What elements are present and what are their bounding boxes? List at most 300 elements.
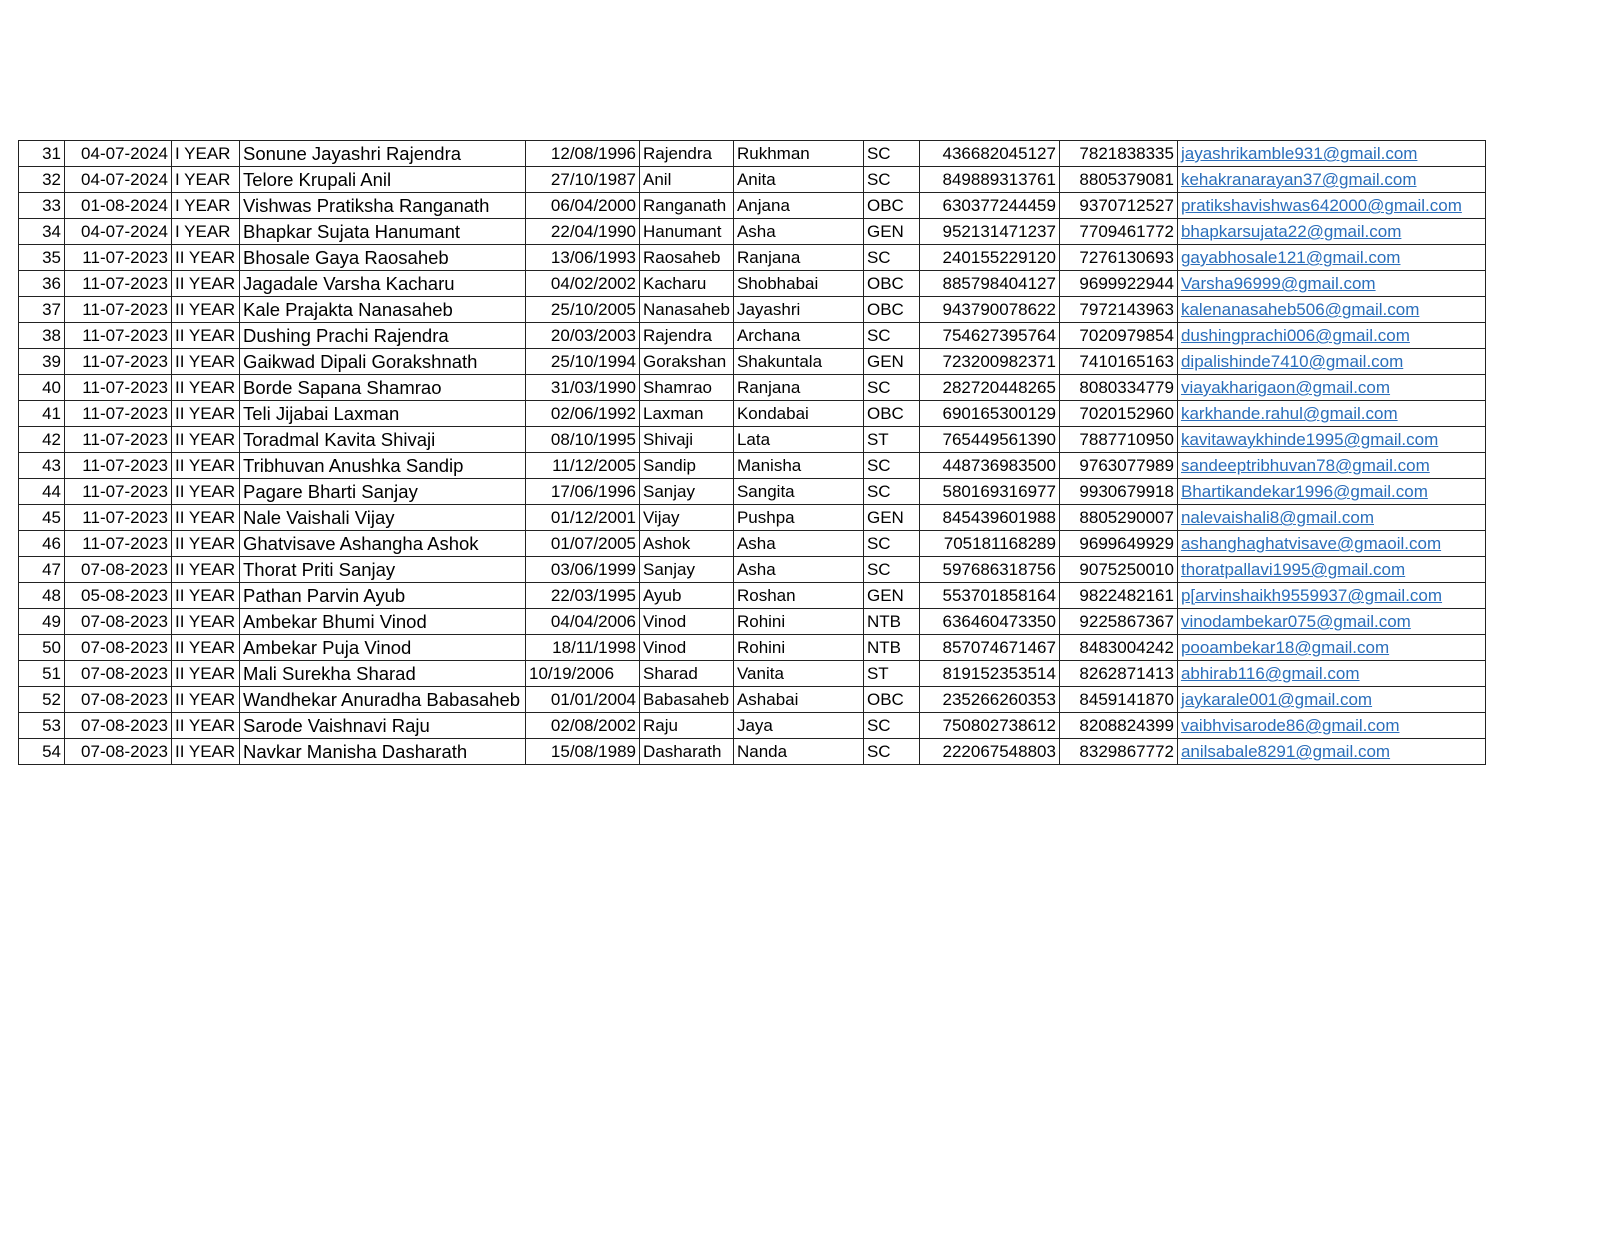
email-cell	[1177, 479, 1485, 505]
table-row	[19, 661, 1486, 687]
mother-name-cell: Ranjana	[733, 245, 863, 271]
student-name-cell: Wandhekar Anuradha Babasaheb	[240, 687, 526, 713]
date-of-birth-cell: 20/03/2003	[526, 323, 640, 349]
mobile-number-cell: 8805379081	[1059, 167, 1177, 193]
admission-date-cell: 07-08-2023	[65, 739, 172, 765]
mother-name-cell: Pushpa	[733, 505, 863, 531]
aadhar-number-cell: 754627395764	[919, 323, 1059, 349]
date-of-birth-cell: 22/04/1990	[526, 219, 640, 245]
table-row	[19, 453, 1486, 479]
mother-name-cell: Anita	[733, 167, 863, 193]
email-link[interactable]: nalevaishali8@gmail.com	[1180, 508, 1374, 527]
mother-name-cell: Ranjana	[733, 375, 863, 401]
aadhar-number-cell: 630377244459	[919, 193, 1059, 219]
table-row	[19, 505, 1486, 531]
serial-number-cell: 40	[19, 375, 65, 401]
email-link[interactable]: ashanghaghatvisave@gmaoil.com	[1180, 534, 1442, 553]
email-link[interactable]: gayabhosale121@gmail.com	[1180, 248, 1401, 267]
table-row	[19, 323, 1486, 349]
email-link[interactable]: pratikshavishwas642000@gmail.com	[1180, 196, 1462, 215]
father-name-cell: Sanjay	[640, 557, 734, 583]
admission-date-cell: 11-07-2023	[65, 401, 172, 427]
serial-number-cell: 51	[19, 661, 65, 687]
year-cell: I YEAR	[172, 141, 240, 167]
email-link[interactable]: kavitawaykhinde1995@gmail.com	[1180, 430, 1439, 449]
father-name-cell: Nanasaheb	[640, 297, 734, 323]
father-name-cell: Ranganath	[640, 193, 734, 219]
category-cell: OBC	[863, 687, 919, 713]
father-name-cell: Sandip	[640, 453, 734, 479]
admission-date-cell: 05-08-2023	[65, 583, 172, 609]
father-name-cell: Shamrao	[640, 375, 734, 401]
category-cell: ST	[863, 427, 919, 453]
email-link[interactable]: jayashrikamble931@gmail.com	[1180, 144, 1418, 163]
email-cell	[1177, 635, 1485, 661]
table-row	[19, 427, 1486, 453]
category-cell: NTB	[863, 609, 919, 635]
serial-number-cell: 44	[19, 479, 65, 505]
mother-name-cell: Asha	[733, 219, 863, 245]
category-cell: GEN	[863, 583, 919, 609]
mother-name-cell: Nanda	[733, 739, 863, 765]
mobile-number-cell: 7972143963	[1059, 297, 1177, 323]
date-of-birth-cell: 27/10/1987	[526, 167, 640, 193]
mobile-number-cell: 8459141870	[1059, 687, 1177, 713]
category-cell: GEN	[863, 219, 919, 245]
serial-number-cell: 49	[19, 609, 65, 635]
mother-name-cell: Shobhabai	[733, 271, 863, 297]
admission-date-cell: 11-07-2023	[65, 271, 172, 297]
mother-name-cell: Rohini	[733, 609, 863, 635]
aadhar-number-cell: 723200982371	[919, 349, 1059, 375]
father-name-cell: Vinod	[640, 635, 734, 661]
mother-name-cell: Rukhman	[733, 141, 863, 167]
serial-number-cell: 31	[19, 141, 65, 167]
mother-name-cell: Lata	[733, 427, 863, 453]
aadhar-number-cell: 222067548803	[919, 739, 1059, 765]
father-name-cell: Dasharath	[640, 739, 734, 765]
category-cell: SC	[863, 739, 919, 765]
email-cell	[1177, 167, 1485, 193]
serial-number-cell: 45	[19, 505, 65, 531]
year-cell: II YEAR	[172, 271, 240, 297]
serial-number-cell: 33	[19, 193, 65, 219]
category-cell: SC	[863, 557, 919, 583]
table-row	[19, 193, 1486, 219]
email-link[interactable]: vinodambekar075@gmail.com	[1180, 612, 1411, 631]
table-row	[19, 557, 1486, 583]
student-name-cell: Thorat Priti Sanjay	[240, 557, 526, 583]
category-cell: SC	[863, 167, 919, 193]
father-name-cell: Babasaheb	[640, 687, 734, 713]
mother-name-cell: Asha	[733, 557, 863, 583]
mobile-number-cell: 8080334779	[1059, 375, 1177, 401]
date-of-birth-cell: 22/03/1995	[526, 583, 640, 609]
mobile-number-cell: 7020152960	[1059, 401, 1177, 427]
table-row	[19, 635, 1486, 661]
father-name-cell: Sanjay	[640, 479, 734, 505]
year-cell: II YEAR	[172, 427, 240, 453]
year-cell: II YEAR	[172, 401, 240, 427]
email-cell	[1177, 505, 1485, 531]
serial-number-cell: 48	[19, 583, 65, 609]
student-name-cell: Teli Jijabai Laxman	[240, 401, 526, 427]
date-of-birth-cell: 25/10/2005	[526, 297, 640, 323]
student-name-cell: Tribhuvan Anushka Sandip	[240, 453, 526, 479]
serial-number-cell: 53	[19, 713, 65, 739]
email-link[interactable]: abhirab116@gmail.com	[1180, 664, 1360, 683]
category-cell: OBC	[863, 401, 919, 427]
email-cell	[1177, 401, 1485, 427]
table-body	[19, 141, 1486, 765]
category-cell: SC	[863, 713, 919, 739]
aadhar-number-cell: 636460473350	[919, 609, 1059, 635]
year-cell: I YEAR	[172, 219, 240, 245]
aadhar-number-cell: 750802738612	[919, 713, 1059, 739]
mobile-number-cell: 8483004242	[1059, 635, 1177, 661]
mobile-number-cell: 8262871413	[1059, 661, 1177, 687]
student-name-cell: Ambekar Bhumi Vinod	[240, 609, 526, 635]
year-cell: II YEAR	[172, 583, 240, 609]
student-name-cell: Bhapkar Sujata Hanumant	[240, 219, 526, 245]
serial-number-cell: 34	[19, 219, 65, 245]
aadhar-number-cell: 952131471237	[919, 219, 1059, 245]
table-row	[19, 713, 1486, 739]
year-cell: II YEAR	[172, 635, 240, 661]
mother-name-cell: Ashabai	[733, 687, 863, 713]
mobile-number-cell: 7410165163	[1059, 349, 1177, 375]
table-row	[19, 167, 1486, 193]
aadhar-number-cell: 943790078622	[919, 297, 1059, 323]
email-link[interactable]: thoratpallavi1995@gmail.com	[1180, 560, 1406, 579]
admission-date-cell: 04-07-2024	[65, 167, 172, 193]
student-name-cell: Sarode Vaishnavi Raju	[240, 713, 526, 739]
admission-date-cell: 11-07-2023	[65, 323, 172, 349]
date-of-birth-cell: 31/03/1990	[526, 375, 640, 401]
student-name-cell: Pagare Bharti Sanjay	[240, 479, 526, 505]
year-cell: II YEAR	[172, 661, 240, 687]
email-link[interactable]: kehakranarayan37@gmail.com	[1180, 170, 1417, 189]
year-cell: II YEAR	[172, 687, 240, 713]
date-of-birth-cell: 17/06/1996	[526, 479, 640, 505]
student-name-cell: Toradmal Kavita Shivaji	[240, 427, 526, 453]
category-cell: GEN	[863, 349, 919, 375]
email-cell	[1177, 531, 1485, 557]
student-name-cell: Vishwas Pratiksha Ranganath	[240, 193, 526, 219]
year-cell: II YEAR	[172, 739, 240, 765]
aadhar-number-cell: 553701858164	[919, 583, 1059, 609]
admission-date-cell: 11-07-2023	[65, 479, 172, 505]
father-name-cell: Rajendra	[640, 141, 734, 167]
student-name-cell: Nale Vaishali Vijay	[240, 505, 526, 531]
date-of-birth-cell: 13/06/1993	[526, 245, 640, 271]
email-cell	[1177, 609, 1485, 635]
mother-name-cell: Shakuntala	[733, 349, 863, 375]
email-link[interactable]: sandeeptribhuvan78@gmail.com	[1180, 456, 1430, 475]
mother-name-cell: Asha	[733, 531, 863, 557]
serial-number-cell: 46	[19, 531, 65, 557]
table-row	[19, 219, 1486, 245]
email-cell	[1177, 349, 1485, 375]
date-of-birth-cell: 08/10/1995	[526, 427, 640, 453]
father-name-cell: Rajendra	[640, 323, 734, 349]
admission-date-cell: 11-07-2023	[65, 453, 172, 479]
year-cell: II YEAR	[172, 609, 240, 635]
year-cell: II YEAR	[172, 297, 240, 323]
table-row	[19, 141, 1486, 167]
father-name-cell: Hanumant	[640, 219, 734, 245]
email-link[interactable]: vaibhvisarode86@gmail.com	[1180, 716, 1400, 735]
serial-number-cell: 37	[19, 297, 65, 323]
admission-date-cell: 01-08-2024	[65, 193, 172, 219]
admission-date-cell: 07-08-2023	[65, 557, 172, 583]
mother-name-cell: Jaya	[733, 713, 863, 739]
email-link[interactable]: viayakharigaon@gmail.com	[1180, 378, 1391, 397]
email-link[interactable]: dushingprachi006@gmail.com	[1180, 326, 1410, 345]
admission-date-cell: 11-07-2023	[65, 245, 172, 271]
father-name-cell: Laxman	[640, 401, 734, 427]
date-of-birth-cell: 12/08/1996	[526, 141, 640, 167]
mobile-number-cell: 8329867772	[1059, 739, 1177, 765]
email-link[interactable]: kalenanasaheb506@gmail.com	[1180, 300, 1420, 319]
admission-date-cell: 04-07-2024	[65, 141, 172, 167]
year-cell: II YEAR	[172, 453, 240, 479]
aadhar-number-cell: 885798404127	[919, 271, 1059, 297]
email-cell	[1177, 245, 1485, 271]
email-cell	[1177, 713, 1485, 739]
table-row	[19, 479, 1486, 505]
email-cell	[1177, 141, 1485, 167]
student-name-cell: Ghatvisave Ashangha Ashok	[240, 531, 526, 557]
date-of-birth-cell: 03/06/1999	[526, 557, 640, 583]
father-name-cell: Sharad	[640, 661, 734, 687]
student-name-cell: Borde Sapana Shamrao	[240, 375, 526, 401]
aadhar-number-cell: 690165300129	[919, 401, 1059, 427]
table-row	[19, 375, 1486, 401]
table-row	[19, 531, 1486, 557]
student-name-cell: Dushing Prachi Rajendra	[240, 323, 526, 349]
admission-date-cell: 11-07-2023	[65, 427, 172, 453]
father-name-cell: Shivaji	[640, 427, 734, 453]
serial-number-cell: 38	[19, 323, 65, 349]
mobile-number-cell: 9225867367	[1059, 609, 1177, 635]
student-name-cell: Gaikwad Dipali Gorakshnath	[240, 349, 526, 375]
mobile-number-cell: 7821838335	[1059, 141, 1177, 167]
email-link[interactable]: Bhartikandekar1996@gmail.com	[1180, 482, 1428, 501]
father-name-cell: Raju	[640, 713, 734, 739]
mobile-number-cell: 7276130693	[1059, 245, 1177, 271]
aadhar-number-cell: 857074671467	[919, 635, 1059, 661]
aadhar-number-cell: 580169316977	[919, 479, 1059, 505]
category-cell: ST	[863, 661, 919, 687]
father-name-cell: Vinod	[640, 609, 734, 635]
admission-date-cell: 11-07-2023	[65, 505, 172, 531]
table-row	[19, 609, 1486, 635]
aadhar-number-cell: 819152353514	[919, 661, 1059, 687]
year-cell: II YEAR	[172, 557, 240, 583]
admission-date-cell: 07-08-2023	[65, 661, 172, 687]
serial-number-cell: 52	[19, 687, 65, 713]
father-name-cell: Vijay	[640, 505, 734, 531]
mother-name-cell: Rohini	[733, 635, 863, 661]
date-of-birth-cell: 18/11/1998	[526, 635, 640, 661]
email-link[interactable]: p[arvinshaikh9559937@gmail.com	[1180, 586, 1443, 605]
date-of-birth-cell: 15/08/1989	[526, 739, 640, 765]
date-of-birth-cell: 04/02/2002	[526, 271, 640, 297]
mobile-number-cell: 7887710950	[1059, 427, 1177, 453]
date-of-birth-cell: 04/04/2006	[526, 609, 640, 635]
father-name-cell: Anil	[640, 167, 734, 193]
serial-number-cell: 35	[19, 245, 65, 271]
year-cell: II YEAR	[172, 505, 240, 531]
mobile-number-cell: 9763077989	[1059, 453, 1177, 479]
date-of-birth-cell: 06/04/2000	[526, 193, 640, 219]
serial-number-cell: 39	[19, 349, 65, 375]
year-cell: II YEAR	[172, 713, 240, 739]
table-row	[19, 349, 1486, 375]
mobile-number-cell: 9370712527	[1059, 193, 1177, 219]
email-cell	[1177, 375, 1485, 401]
aadhar-number-cell: 705181168289	[919, 531, 1059, 557]
student-name-cell: Kale Prajakta Nanasaheb	[240, 297, 526, 323]
mobile-number-cell: 9699922944	[1059, 271, 1177, 297]
date-of-birth-cell: 01/01/2004	[526, 687, 640, 713]
email-cell	[1177, 687, 1485, 713]
serial-number-cell: 41	[19, 401, 65, 427]
aadhar-number-cell: 240155229120	[919, 245, 1059, 271]
student-name-cell: Telore Krupali Anil	[240, 167, 526, 193]
serial-number-cell: 43	[19, 453, 65, 479]
mobile-number-cell: 8805290007	[1059, 505, 1177, 531]
email-cell	[1177, 323, 1485, 349]
mobile-number-cell: 9699649929	[1059, 531, 1177, 557]
category-cell: NTB	[863, 635, 919, 661]
category-cell: SC	[863, 479, 919, 505]
category-cell: SC	[863, 453, 919, 479]
mother-name-cell: Kondabai	[733, 401, 863, 427]
date-of-birth-cell: 25/10/1994	[526, 349, 640, 375]
serial-number-cell: 32	[19, 167, 65, 193]
email-cell	[1177, 219, 1485, 245]
mother-name-cell: Anjana	[733, 193, 863, 219]
year-cell: II YEAR	[172, 245, 240, 271]
student-register-sheet	[18, 140, 1486, 765]
aadhar-number-cell: 849889313761	[919, 167, 1059, 193]
email-cell	[1177, 271, 1485, 297]
date-of-birth-cell: 02/08/2002	[526, 713, 640, 739]
student-name-cell: Navkar Manisha Dasharath	[240, 739, 526, 765]
category-cell: SC	[863, 531, 919, 557]
email-link[interactable]: jaykarale001@gmail.com	[1180, 690, 1373, 709]
email-cell	[1177, 557, 1485, 583]
table-row	[19, 583, 1486, 609]
admission-date-cell: 11-07-2023	[65, 349, 172, 375]
admission-date-cell: 11-07-2023	[65, 297, 172, 323]
mobile-number-cell: 9822482161	[1059, 583, 1177, 609]
serial-number-cell: 54	[19, 739, 65, 765]
aadhar-number-cell: 436682045127	[919, 141, 1059, 167]
mother-name-cell: Roshan	[733, 583, 863, 609]
serial-number-cell: 47	[19, 557, 65, 583]
category-cell: OBC	[863, 297, 919, 323]
mother-name-cell: Manisha	[733, 453, 863, 479]
email-cell	[1177, 583, 1485, 609]
year-cell: I YEAR	[172, 193, 240, 219]
email-link[interactable]: anilsabale8291@gmail.com	[1180, 742, 1391, 761]
mobile-number-cell: 9075250010	[1059, 557, 1177, 583]
year-cell: II YEAR	[172, 479, 240, 505]
mother-name-cell: Archana	[733, 323, 863, 349]
serial-number-cell: 50	[19, 635, 65, 661]
mother-name-cell: Jayashri	[733, 297, 863, 323]
student-register-table	[18, 140, 1486, 765]
admission-date-cell: 07-08-2023	[65, 713, 172, 739]
admission-date-cell: 07-08-2023	[65, 687, 172, 713]
mother-name-cell: Vanita	[733, 661, 863, 687]
father-name-cell: Ayub	[640, 583, 734, 609]
aadhar-number-cell: 597686318756	[919, 557, 1059, 583]
email-link[interactable]: bhapkarsujata22@gmail.com	[1180, 222, 1402, 241]
student-name-cell: Pathan Parvin Ayub	[240, 583, 526, 609]
table-row	[19, 271, 1486, 297]
mother-name-cell: Sangita	[733, 479, 863, 505]
mobile-number-cell: 9930679918	[1059, 479, 1177, 505]
email-link[interactable]: pooambekar18@gmail.com	[1180, 638, 1390, 657]
table-row	[19, 739, 1486, 765]
admission-date-cell: 07-08-2023	[65, 635, 172, 661]
admission-date-cell: 11-07-2023	[65, 531, 172, 557]
email-link[interactable]: karkhande.rahul@gmail.com	[1180, 404, 1398, 423]
date-of-birth-cell: 01/12/2001	[526, 505, 640, 531]
mobile-number-cell: 8208824399	[1059, 713, 1177, 739]
admission-date-cell: 04-07-2024	[65, 219, 172, 245]
aadhar-number-cell: 845439601988	[919, 505, 1059, 531]
table-row	[19, 687, 1486, 713]
student-name-cell: Sonune Jayashri Rajendra	[240, 141, 526, 167]
table-row	[19, 245, 1486, 271]
date-of-birth-cell: 02/06/1992	[526, 401, 640, 427]
date-of-birth-cell: 01/07/2005	[526, 531, 640, 557]
category-cell: OBC	[863, 271, 919, 297]
date-of-birth-cell: 10/19/2006	[526, 661, 640, 687]
email-cell	[1177, 193, 1485, 219]
admission-date-cell: 11-07-2023	[65, 375, 172, 401]
serial-number-cell: 36	[19, 271, 65, 297]
year-cell: II YEAR	[172, 323, 240, 349]
aadhar-number-cell: 765449561390	[919, 427, 1059, 453]
email-cell	[1177, 427, 1485, 453]
email-cell	[1177, 453, 1485, 479]
category-cell: SC	[863, 375, 919, 401]
category-cell: GEN	[863, 505, 919, 531]
serial-number-cell: 42	[19, 427, 65, 453]
year-cell: II YEAR	[172, 349, 240, 375]
father-name-cell: Raosaheb	[640, 245, 734, 271]
email-link[interactable]: Varsha96999@gmail.com	[1180, 274, 1376, 293]
year-cell: I YEAR	[172, 167, 240, 193]
category-cell: SC	[863, 245, 919, 271]
year-cell: II YEAR	[172, 375, 240, 401]
student-name-cell: Mali Surekha Sharad	[240, 661, 526, 687]
admission-date-cell: 07-08-2023	[65, 609, 172, 635]
aadhar-number-cell: 448736983500	[919, 453, 1059, 479]
student-name-cell: Ambekar Puja Vinod	[240, 635, 526, 661]
date-of-birth-cell: 11/12/2005	[526, 453, 640, 479]
email-link[interactable]: dipalishinde7410@gmail.com	[1180, 352, 1404, 371]
category-cell: SC	[863, 141, 919, 167]
student-name-cell: Bhosale Gaya Raosaheb	[240, 245, 526, 271]
aadhar-number-cell: 282720448265	[919, 375, 1059, 401]
